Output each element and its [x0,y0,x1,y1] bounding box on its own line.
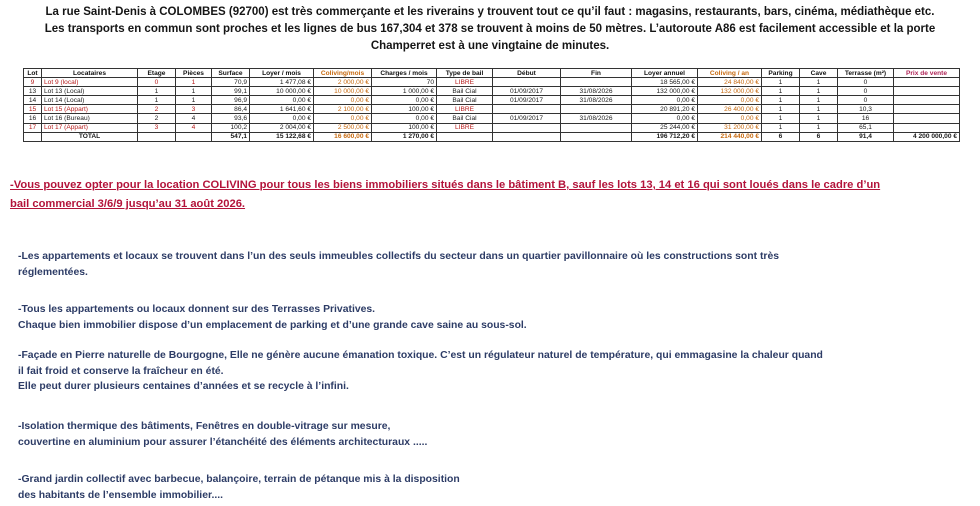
cell-coliving-an: 26 400,00 € [698,105,762,114]
cell-lot: 16 [24,114,42,123]
cell-coliving-an: 0,00 € [698,96,762,105]
cell-lot: 14 [24,96,42,105]
cell-coliving-mois: 10 000,00 € [314,87,372,96]
table-total-row [24,132,960,141]
cell-debut [493,105,561,114]
coliving-note-line: -Vous pouvez opter pour la location COLIVING pour tous les biens immobiliers situés dans le bâtiment B, sauf les lots 13, 14 et 16 qui sont loués dans le cadre d’un [10,179,881,191]
cell-loyer-annuel: 20 891,20 € [632,105,698,114]
cell-loyer-mois: 0,00 € [250,96,314,105]
table-row [24,105,960,114]
col-header-pieces: Pièces [176,69,212,78]
cell-coliving-an: 132 000,00 € [698,87,762,96]
cell-surface: 70,9 [212,78,250,87]
cell-prix-vente [894,87,960,96]
intro-paragraph [0,4,980,55]
cell-coliving-an: 31 200,00 € [698,123,762,132]
cell-lot: 9 [24,78,42,87]
cell-type-bail: LIBRE [437,78,493,87]
cell-surface: 93,6 [212,114,250,123]
cell-etage: 2 [138,114,176,123]
cell-prix-vente [894,96,960,105]
col-header-fin: Fin [561,69,632,78]
cell-pieces: 1 [176,78,212,87]
cell-cave: 1 [800,114,838,123]
paragraph-line: Chaque bien immobilier dispose d’un emplacement de parking et d’une grande cave saine au sous-sol. [18,319,527,331]
cell-type-bail: Bail Cial [437,96,493,105]
col-header-prix-vente: Prix de vente [894,69,960,78]
cell-loyer-annuel: 0,00 € [632,114,698,123]
coliving-note [10,176,970,214]
col-header-charges-mois: Charges / mois [372,69,437,78]
cell-fin [561,123,632,132]
paragraph-facade [18,348,823,395]
cell-surface: 96,9 [212,96,250,105]
paragraph-line: -Grand jardin collectif avec barbecue, balançoire, terrain de pétanque mis à la disposition [18,474,460,485]
cell-etage: 2 [138,105,176,114]
cell-cave: 1 [800,123,838,132]
cell-parking: 1 [762,123,800,132]
lots-table [23,68,960,142]
cell-charges-mois: 0,00 € [372,96,437,105]
cell-coliving-mois: 2 500,00 € [314,123,372,132]
cell-locataire: Lot 13 (Local) [42,87,138,96]
cell-surface: 99,1 [212,87,250,96]
total-coliving-an: 214 440,00 € [698,132,762,141]
total-cave: 6 [800,132,838,141]
table-row [24,96,960,105]
cell-type-bail [437,132,493,141]
cell-cave: 1 [800,87,838,96]
cell-pieces: 4 [176,114,212,123]
intro-line: La rue Saint-Denis à COLOMBES (92700) est très commerçante et les riverains y trouvent tout ce qu’il faut : magasins, restaurants, bars, cinéma, médiathèque etc. [45,6,935,18]
cell-debut [493,132,561,141]
cell-debut: 01/09/2017 [493,114,561,123]
cell-lot [24,132,42,141]
col-header-debut: Début [493,69,561,78]
cell-charges-mois: 1 000,00 € [372,87,437,96]
paragraph-line: -Façade en Pierre naturelle de Bourgogne, Elle ne génère aucune émanation toxique. C’est un régulateur naturel de température, qui emmagasine la chaleur quand [18,350,823,361]
col-header-loyer-annuel: Loyer annuel [632,69,698,78]
table-row [24,78,960,87]
cell-fin: 31/08/2026 [561,87,632,96]
cell-charges-mois: 70 [372,78,437,87]
cell-loyer-mois: 0,00 € [250,114,314,123]
cell-lot: 13 [24,87,42,96]
col-header-surface: Surface [212,69,250,78]
cell-fin: 31/08/2026 [561,96,632,105]
total-prix-vente: 4 200 000,00 € [894,132,960,141]
cell-locataire: Lot 15 (Appart) [42,105,138,114]
cell-etage: 1 [138,96,176,105]
cell-debut: 01/09/2017 [493,87,561,96]
cell-etage: 3 [138,123,176,132]
total-surface: 547,1 [212,132,250,141]
total-loyer-mois: 15 122,68 € [250,132,314,141]
table-row [24,123,960,132]
cell-terrasse: 0 [838,78,894,87]
col-header-loyer-mois: Loyer / mois [250,69,314,78]
cell-lot: 17 [24,123,42,132]
paragraph-line: Elle peut durer plusieurs centaines d’années et se recycle à l’infini. [18,381,349,392]
cell-terrasse: 10,3 [838,105,894,114]
coliving-note-line: bail commercial 3/6/9 jusqu’au 31 août 2026. [10,198,246,210]
cell-debut: 01/09/2017 [493,96,561,105]
cell-loyer-mois: 2 004,00 € [250,123,314,132]
cell-loyer-annuel: 0,00 € [632,96,698,105]
paragraph-line: -Tous les appartements ou locaux donnent sur des Terrasses Privatives. [18,304,376,315]
cell-cave: 1 [800,78,838,87]
cell-prix-vente [894,105,960,114]
paragraph-line: des habitants de l’ensemble immobilier.... [18,489,223,501]
intro-line: Champerret est à une vingtaine de minutes. [370,40,610,52]
cell-locataire: Lot 17 (Appart) [42,123,138,132]
col-header-lot: Lot [24,69,42,78]
cell-prix-vente [894,114,960,123]
paragraph-location [18,249,779,280]
table-row [24,87,960,96]
cell-locataire: Lot 16 (Bureau) [42,114,138,123]
cell-fin [561,78,632,87]
cell-prix-vente [894,123,960,132]
cell-coliving-mois: 0,00 € [314,114,372,123]
cell-charges-mois: 100,00 € [372,123,437,132]
cell-type-bail: Bail Cial [437,114,493,123]
cell-debut [493,78,561,87]
cell-parking: 1 [762,96,800,105]
cell-lot: 15 [24,105,42,114]
cell-cave: 1 [800,105,838,114]
cell-type-bail: LIBRE [437,123,493,132]
cell-terrasse: 0 [838,96,894,105]
total-loyer-annuel: 196 712,20 € [632,132,698,141]
col-header-type-bail: Type de bail [437,69,493,78]
cell-fin [561,105,632,114]
paragraph-line: -Isolation thermique des bâtiments, Fenêtres en double-vitrage sur mesure, [18,421,391,432]
table-header-row [24,69,960,78]
cell-terrasse: 16 [838,114,894,123]
cell-parking: 1 [762,114,800,123]
cell-etage: 1 [138,87,176,96]
cell-loyer-mois: 1 641,60 € [250,105,314,114]
total-charges-mois: 1 270,00 € [372,132,437,141]
col-header-terrasse: Terrasse (m²) [838,69,894,78]
cell-cave: 1 [800,96,838,105]
cell-pieces [176,132,212,141]
lots-table-wrapper [23,68,960,142]
cell-pieces: 4 [176,123,212,132]
cell-surface: 86,4 [212,105,250,114]
cell-locataire: Lot 14 (Local) [42,96,138,105]
cell-fin: 31/08/2026 [561,114,632,123]
total-label: TOTAL [42,132,138,141]
cell-coliving-mois: 2 100,00 € [314,105,372,114]
paragraph-jardin [18,472,460,503]
paragraph-line: il fait froid et conserve la fraîcheur en été. [18,365,224,377]
cell-surface: 100,2 [212,123,250,132]
table-row [24,114,960,123]
cell-prix-vente [894,78,960,87]
cell-locataire: Lot 9 (local) [42,78,138,87]
table-body [24,78,960,142]
cell-loyer-mois: 1 477,08 € [250,78,314,87]
col-header-coliving-an: Coliving / an [698,69,762,78]
cell-loyer-annuel: 25 244,00 € [632,123,698,132]
paragraph-line: couvertine en aluminium pour assurer l’étanchéité des éléments architecturaux ..... [18,436,428,448]
cell-coliving-an: 24 840,00 € [698,78,762,87]
total-coliving-mois: 16 600,00 € [314,132,372,141]
cell-loyer-annuel: 132 000,00 € [632,87,698,96]
cell-pieces: 1 [176,96,212,105]
cell-charges-mois: 100,00 € [372,105,437,114]
cell-parking: 1 [762,105,800,114]
cell-loyer-annuel: 18 565,00 € [632,78,698,87]
total-parking: 6 [762,132,800,141]
cell-etage [138,132,176,141]
paragraph-line: -Les appartements et locaux se trouvent dans l’un des seuls immeubles collectifs du secteur dans un quartier pavillonnaire où les constructions sont très [18,251,780,262]
cell-type-bail: Bail Cial [437,87,493,96]
cell-pieces: 1 [176,87,212,96]
cell-coliving-an: 0,00 € [698,114,762,123]
paragraph-terrasses [18,302,527,333]
cell-coliving-mois: 0,00 € [314,96,372,105]
col-header-coliving-mois: Coliving/mois [314,69,372,78]
cell-loyer-mois: 10 000,00 € [250,87,314,96]
col-header-parking: Parking [762,69,800,78]
cell-charges-mois: 0,00 € [372,114,437,123]
cell-parking: 1 [762,87,800,96]
cell-coliving-mois: 2 000,00 € [314,78,372,87]
total-terrasse: 91,4 [838,132,894,141]
cell-pieces: 3 [176,105,212,114]
col-header-locataires: Locataires [42,69,138,78]
cell-terrasse: 65,1 [838,123,894,132]
cell-debut [493,123,561,132]
col-header-cave: Cave [800,69,838,78]
paragraph-line: réglementées. [18,266,88,278]
cell-terrasse: 0 [838,87,894,96]
cell-parking: 1 [762,78,800,87]
paragraph-isolation [18,419,427,450]
cell-type-bail: LIBRE [437,105,493,114]
cell-fin [561,132,632,141]
intro-line: Les transports en commun sont proches et les lignes de bus 167,304 et 378 se trouvent à moins de 50 mètres. L’autoroute A86 est facilement accessible et la porte [44,23,936,35]
cell-etage: 0 [138,78,176,87]
col-header-etage: Etage [138,69,176,78]
